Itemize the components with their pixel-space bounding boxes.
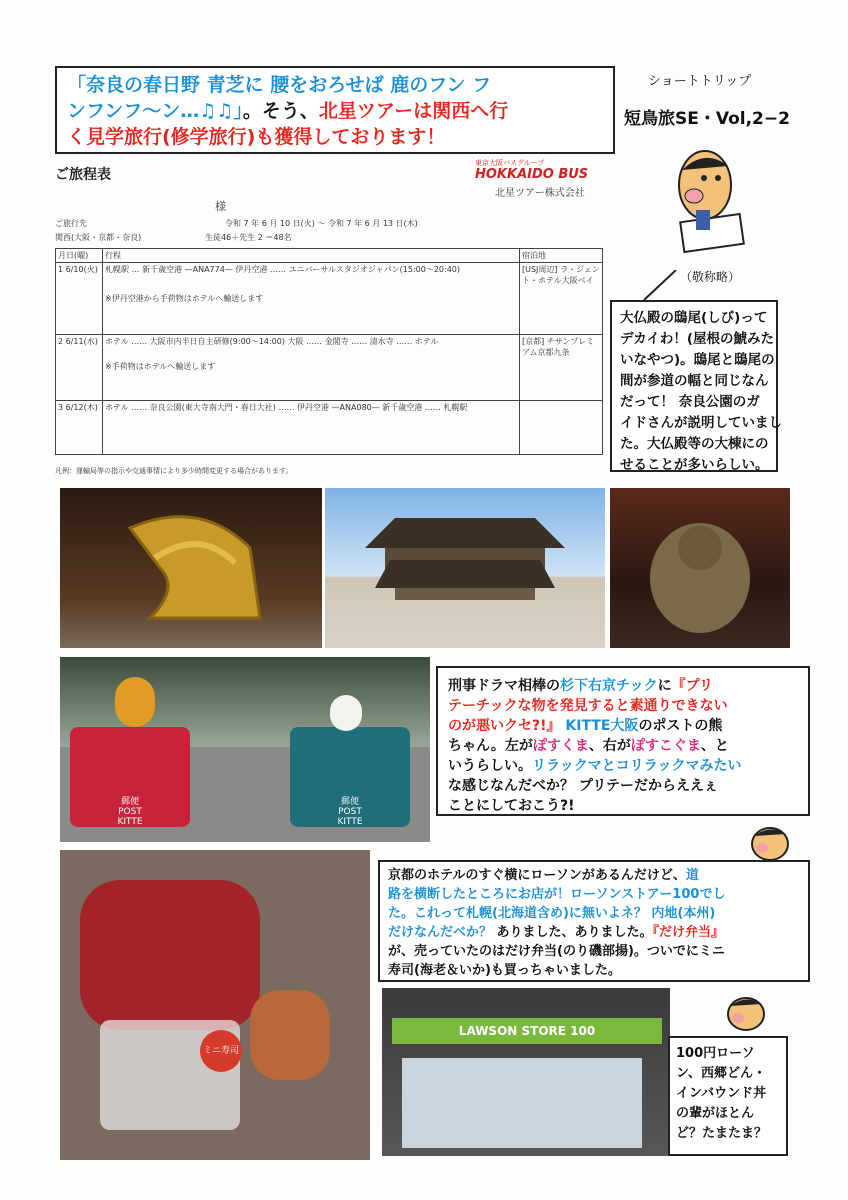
day-3-route: ホテル …… 奈良公園(東大寺南大門・春日大社) …… 伊丹空港 —ANA080— 新千歳空港 …… 札幌駅 <box>103 401 520 455</box>
post-teal: 郵便 POST KITTE <box>290 727 410 827</box>
caricature-small-1 <box>740 818 800 866</box>
itinerary-sheet <box>55 158 605 478</box>
day-2-stay: [京都] チサンプレミアム京都九条 <box>520 335 603 401</box>
day-1-stay: [USJ周辺] ラ・ジェント・ホテル大阪ベイ <box>520 263 603 335</box>
headline-line-2a: ンフンフ〜ン…♫♫」 <box>67 100 243 122</box>
headline-line-2c: 北星ツアーは関西へ行 <box>318 100 509 122</box>
itinerary-title: ご旅程表 <box>55 167 111 183</box>
headline-line-3: く見学旅行(修学旅行)も獲得しております！ <box>67 126 446 148</box>
daibutsuden-photo <box>325 488 605 648</box>
itinerary-footer: 凡例：運輸局等の指示や交通事情により多少時間変更する場合があります。 <box>55 467 293 475</box>
day-2-route: ホテル …… 大阪市内半日自主研修(9:00〜14:00) 大阪 …… 金閣寺 …… 清水寺 …… ホテル ※手荷物はホテルへ輸送します <box>103 335 520 401</box>
inbound-note: 100円ローソ ン、西郷どん・ インバウンド丼 の輩がほとん ど？たまたま？ <box>668 1036 788 1156</box>
lawson-note: 京都のホテルのすぐ横にローソンがあるんだけど、道 路を横断したところにお店が！ローソンストアー100でし た。これって札幌(北海道含め)に無いよネ？ 内地(本州) だけなんだべか？ ありました、ありました。『だけ弁当』 が、売っていたのはだけ弁当(のり磯部揚)。ついでにミニ 寿司(海老＆いか)も買っちゃいました。 <box>378 860 810 982</box>
bear-white <box>330 695 362 731</box>
rilakkuma-plush <box>250 990 330 1080</box>
itinerary-table <box>55 248 603 455</box>
company-group: 東京大阪バスグループ <box>475 159 545 167</box>
company-name: 北星ツアー株式会社 <box>495 188 585 199</box>
author-caricature <box>660 140 760 260</box>
headline-box <box>55 66 615 154</box>
day-1-route: 札幌駅 … 新千歳空港 —ANA774— 伊丹空港 …… ユニバーサルスタジオジャパン(15:00〜20:40) ※伊丹空港から手荷物はホテルへ輸送します <box>103 263 520 335</box>
bear-brown <box>115 677 155 727</box>
kitte-post-photo <box>60 657 430 842</box>
store-sign: LAWSON STORE 100 <box>392 1018 662 1044</box>
daibutsu-photo <box>610 488 790 648</box>
mini-sushi-label: ミニ寿司 <box>200 1030 242 1072</box>
day-2-date: 2 6/11(水) <box>56 335 103 401</box>
shibi-photo <box>60 488 322 648</box>
post-red: 郵便 POST KITTE <box>70 727 190 827</box>
trip-people: 生徒46＋先生 2 ＝48名 <box>205 233 292 242</box>
day-3-stay <box>520 401 603 455</box>
day-1-date: 1 6/10(火) <box>56 263 103 335</box>
roof-note: 大仏殿の鴟尾(しび)って デカイわ！(屋根の鯱みた いなやつ)。鴟尾と鴟尾の 間が参道の幅と同じなん だって！ 奈良公園のガ イドさんが説明していまし た。大仏殿等の大棟にの せることが多いらしい。 <box>610 300 778 472</box>
series-label: 短鳥旅SE・Vol,2−2 <box>624 109 790 129</box>
headline-line-2b: 。そう、 <box>242 100 319 122</box>
speech-pointer <box>640 270 680 302</box>
trip-destination: 関西(大阪・京都・奈良) <box>55 233 142 242</box>
trip-period: 令和 7 年 6 月 10 日(火) 〜 令和 7 年 6 月 13 日(木) <box>225 219 418 228</box>
headline-line-1: 「奈良の春日野 青芝に 腰をおろせば 鹿のフン フ <box>67 74 492 96</box>
col-date: 月日(曜) <box>56 249 103 263</box>
day-3-date: 3 6/12(木) <box>56 401 103 455</box>
caricature-small-2 <box>718 988 774 1036</box>
honorific: 様 <box>215 200 226 213</box>
bento-photo <box>60 850 370 1160</box>
short-trip-label: ショートトリップ <box>648 74 752 89</box>
col-route: 行程 <box>103 249 520 263</box>
caricature-caption: （敬称略） <box>680 270 741 284</box>
lawson100-photo <box>382 988 670 1156</box>
kitte-note: 刑事ドラマ相棒の杉下右京チックに『プリ テーチックな物を発見すると素通りできない のが悪いクセ?!』 KITTE大阪のポストの熊 ちゃん。左がぽすくま、右がぽすこぐま、と いうらしい。リラックマとコリラックマみたい な感じなんだべか？ プリテーだからええぇ ことにしておこう?! <box>436 666 810 816</box>
col-stay: 宿泊地 <box>520 249 603 263</box>
company-brand: HOKKAIDO BUS <box>475 167 589 182</box>
trip-line: ご旅行先 <box>55 219 87 228</box>
